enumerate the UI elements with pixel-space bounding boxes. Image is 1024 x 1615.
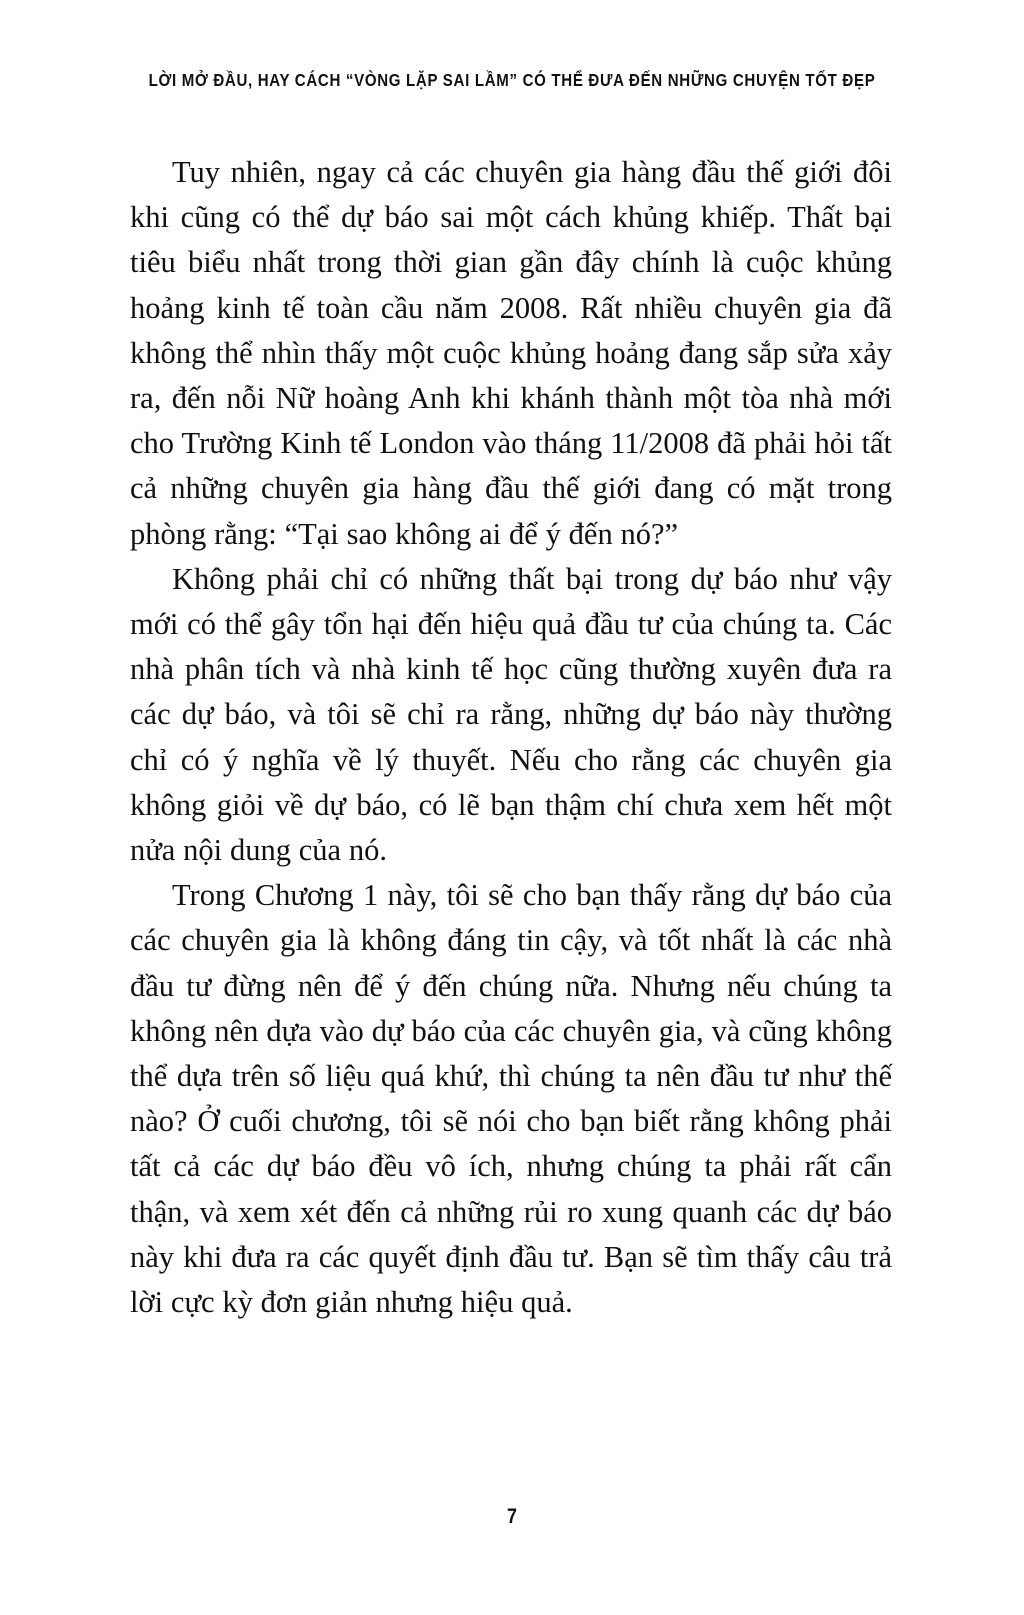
body-paragraph: Tuy nhiên, ngay cả các chuyên gia hàng đầu thế giới đôi khi cũng có thể dự báo sai một cách khủng khiếp. Thất bại tiêu biểu nhất trong thời gian gần đây chính là cuộc khủng hoảng kinh tế toàn cầu năm 2008. Rất nhiều chuyên gia đã không thể nhìn thấy một cuộc khủng hoảng đang sắp sửa xảy ra, đến nỗi Nữ hoàng Anh khi khánh thành một tòa nhà mới cho Trường Kinh tế London vào tháng 11/2008 đã phải hỏi tất cả những chuyên gia hàng đầu thế giới đang có mặt trong phòng rằng: “Tại sao không ai để ý đến nó?” xyxy=(130,155,892,551)
running-header: LỜI MỞ ĐẦU, HAY CÁCH “VÒNG LẶP SAI LẦM” CÓ THỂ ĐƯA ĐẾN NHỮNG CHUYỆN TỐT ĐẸP xyxy=(148,70,876,90)
page-number: 7 xyxy=(507,1505,517,1528)
body-paragraph: Không phải chỉ có những thất bại trong dự báo như vậy mới có thể gây tổn hại đến hiệu quả đầu tư của chúng ta. Các nhà phân tích và nhà kinh tế học cũng thường xuyên đưa ra các dự báo, và tôi sẽ chỉ ra rằng, những dự báo này thường chỉ có ý nghĩa về lý thuyết. Nếu cho rằng các chuyên gia không giỏi về dự báo, có lẽ bạn thậm chí chưa xem hết một nửa nội dung của nó. xyxy=(130,561,892,868)
body-paragraph: Trong Chương 1 này, tôi sẽ cho bạn thấy rằng dự báo của các chuyên gia là không đáng tin cậy, và tốt nhất là các nhà đầu tư đừng nên để ý đến chúng nữa. Nhưng nếu chúng ta không nên dựa vào dự báo của các chuyên gia, và cũng không thể dựa trên số liệu quá khứ, thì chúng ta nên đầu tư như thế nào? Ở cuối chương, tôi sẽ nói cho bạn biết rằng không phải tất cả các dự báo đều vô ích, nhưng chúng ta phải rất cẩn thận, và xem xét đến cả những rủi ro xung quanh các dự báo này khi đưa ra các quyết định đầu tư. Bạn sẽ tìm thấy câu trả lời cực kỳ đơn giản nhưng hiệu quả. xyxy=(130,878,892,1320)
body-text-block xyxy=(130,150,892,1325)
